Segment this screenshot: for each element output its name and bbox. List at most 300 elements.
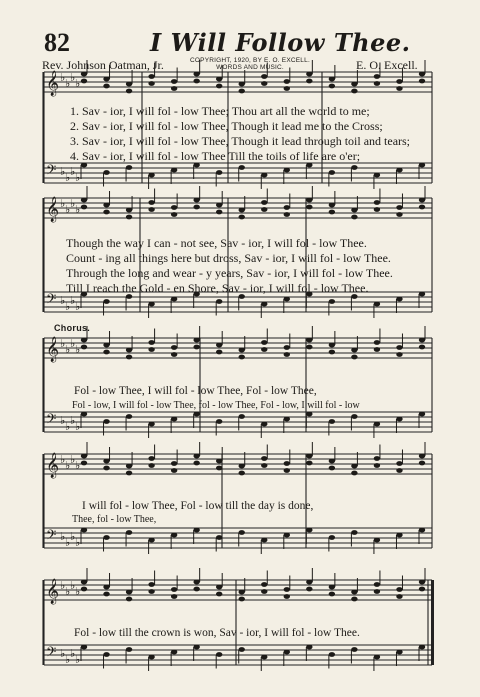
- note-head-treble-alto: [239, 89, 245, 94]
- note-head-treble-alto: [193, 205, 199, 210]
- note-head-treble: [103, 459, 109, 464]
- note-head-treble-alto: [419, 587, 425, 592]
- chorus-2-lower-lyrics: Thee, fol - low Thee,: [72, 514, 157, 525]
- note-head-treble-alto: [306, 587, 312, 592]
- note-head-bass: [261, 538, 267, 543]
- note-head-treble-alto: [306, 345, 312, 350]
- note-head-bass: [329, 419, 335, 424]
- chorus-label: Chorus.: [54, 323, 91, 333]
- flat-icon: ♭: [65, 300, 71, 313]
- note-head-treble-alto: [419, 461, 425, 466]
- note-head-treble-alto: [374, 347, 380, 352]
- flat-icon: ♭: [75, 171, 81, 184]
- flat-icon: ♭: [60, 530, 66, 543]
- note-head-treble-alto: [126, 471, 132, 476]
- note-head-treble: [419, 198, 425, 203]
- note-head-treble: [171, 345, 177, 350]
- note-head-bass: [306, 645, 312, 650]
- note-head-treble-alto: [329, 84, 335, 89]
- note-head-treble: [419, 580, 425, 585]
- note-head-treble: [284, 461, 290, 466]
- note-head-treble-alto: [351, 355, 357, 360]
- note-head-treble-alto: [216, 350, 222, 355]
- note-head-bass: [171, 417, 177, 422]
- note-head-treble: [351, 348, 357, 353]
- note-head-treble-alto: [193, 79, 199, 84]
- flat-icon: ♭: [60, 647, 66, 660]
- flat-icon: ♭: [70, 197, 76, 210]
- note-head-treble-alto: [261, 347, 267, 352]
- note-head-treble: [216, 203, 222, 208]
- note-head-bass: [81, 412, 87, 417]
- note-head-bass: [216, 535, 222, 540]
- treble-clef-icon: 𝄞: [46, 71, 60, 96]
- flat-icon: ♭: [65, 536, 71, 549]
- note-head-bass: [239, 530, 245, 535]
- note-head-bass: [329, 170, 335, 175]
- note-head-treble: [329, 585, 335, 590]
- note-head-bass: [148, 422, 154, 427]
- note-head-treble: [193, 338, 199, 343]
- note-head-treble-alto: [284, 594, 290, 599]
- note-head-treble-alto: [396, 212, 402, 217]
- hymn-title: I Will Follow Thee.: [150, 28, 411, 57]
- note-head-treble-alto: [239, 471, 245, 476]
- treble-clef-icon: 𝄞: [46, 579, 60, 604]
- note-head-treble: [351, 208, 357, 213]
- bass-clef-icon: 𝄢: [46, 644, 57, 663]
- note-head-bass: [351, 414, 357, 419]
- note-head-treble-alto: [81, 79, 87, 84]
- note-head-bass: [419, 292, 425, 297]
- note-head-treble: [103, 203, 109, 208]
- note-head-treble: [193, 580, 199, 585]
- note-head-bass: [103, 170, 109, 175]
- note-head-treble: [216, 459, 222, 464]
- note-head-bass: [171, 533, 177, 538]
- note-head-treble: [148, 200, 154, 205]
- chorus-3-upper-lyrics: Fol - low till the crown is won, Sav - ior, I will fol - low Thee.: [74, 627, 360, 639]
- note-head-treble-alto: [148, 589, 154, 594]
- flat-icon: ♭: [70, 165, 76, 178]
- note-head-bass: [284, 168, 290, 173]
- flat-icon: ♭: [70, 414, 76, 427]
- note-head-bass: [239, 414, 245, 419]
- note-head-treble: [148, 456, 154, 461]
- note-head-bass: [239, 647, 245, 652]
- note-head-treble: [81, 72, 87, 77]
- final-barline-thick: [431, 580, 434, 665]
- note-head-treble: [81, 454, 87, 459]
- note-head-treble: [329, 459, 335, 464]
- note-head-bass: [284, 417, 290, 422]
- note-head-treble: [306, 454, 312, 459]
- note-head-treble: [261, 200, 267, 205]
- note-head-treble-alto: [103, 592, 109, 597]
- note-head-bass: [374, 538, 380, 543]
- note-head-treble: [216, 585, 222, 590]
- treble-clef-icon: 𝄞: [46, 337, 60, 362]
- note-head-bass: [396, 297, 402, 302]
- note-head-treble-alto: [126, 215, 132, 220]
- staff-4-treble: [44, 454, 432, 474]
- flat-icon: ♭: [60, 337, 66, 350]
- note-head-treble: [239, 464, 245, 469]
- flat-icon: ♭: [75, 653, 81, 666]
- note-head-bass: [103, 419, 109, 424]
- note-head-bass: [261, 302, 267, 307]
- note-head-treble-alto: [396, 594, 402, 599]
- note-head-treble: [216, 77, 222, 82]
- verse-1-line-1: 1. Sav - ior, I will fol - low Thee; Thou art all the world to me;: [70, 104, 370, 118]
- note-head-treble-alto: [103, 210, 109, 215]
- note-head-bass: [171, 297, 177, 302]
- note-head-bass: [193, 645, 199, 650]
- note-head-treble-alto: [81, 587, 87, 592]
- note-head-bass: [216, 299, 222, 304]
- copyright-line-1: COPYRIGHT, 1920, BY E. O. EXCELL.: [190, 57, 310, 64]
- flat-icon: ♭: [75, 420, 81, 433]
- note-head-treble: [374, 74, 380, 79]
- note-head-treble-alto: [419, 345, 425, 350]
- flat-icon: ♭: [70, 579, 76, 592]
- note-head-treble: [103, 343, 109, 348]
- treble-clef-icon: 𝄞: [46, 453, 60, 478]
- bass-clef-icon: 𝄢: [46, 527, 57, 546]
- note-head-treble: [351, 464, 357, 469]
- note-head-treble: [81, 198, 87, 203]
- note-head-treble: [396, 205, 402, 210]
- note-head-treble-alto: [306, 79, 312, 84]
- note-head-bass: [329, 535, 335, 540]
- note-head-treble-alto: [261, 589, 267, 594]
- note-head-bass: [306, 528, 312, 533]
- note-head-treble-alto: [329, 350, 335, 355]
- note-head-treble: [306, 580, 312, 585]
- chorus-1-lower-lyrics: Fol - low, I will fol - low Thee, fol - low Thee, Fol - low, I will fol - low: [72, 400, 360, 411]
- note-head-treble-alto: [261, 463, 267, 468]
- note-head-treble-alto: [261, 207, 267, 212]
- verse-1-line-2: Though the way I can - not see, Sav - ior, I will fol - low Thee.: [66, 236, 367, 250]
- note-head-bass: [419, 528, 425, 533]
- note-head-treble: [329, 203, 335, 208]
- note-head-treble: [126, 590, 132, 595]
- note-head-treble-alto: [103, 84, 109, 89]
- bass-clef-icon: 𝄢: [46, 291, 57, 310]
- note-head-treble-alto: [239, 355, 245, 360]
- chorus-1-upper-lyrics: Fol - low Thee, I will fol - low Thee, Fol - low Thee,: [74, 385, 317, 397]
- note-head-treble-alto: [284, 468, 290, 473]
- note-head-treble: [81, 580, 87, 585]
- note-head-treble-alto: [374, 81, 380, 86]
- verse-2-line-2: Count - ing all things here but dross, Sav - ior, I will fol - low Thee.: [66, 251, 391, 265]
- note-head-bass: [306, 412, 312, 417]
- note-head-treble-alto: [126, 355, 132, 360]
- note-head-treble: [239, 348, 245, 353]
- note-head-treble-alto: [351, 471, 357, 476]
- note-head-treble-alto: [396, 468, 402, 473]
- note-head-treble-alto: [239, 215, 245, 220]
- treble-clef-icon: 𝄞: [46, 197, 60, 222]
- note-head-bass: [396, 650, 402, 655]
- note-head-bass: [216, 652, 222, 657]
- note-head-treble-alto: [216, 84, 222, 89]
- note-head-bass: [81, 528, 87, 533]
- note-head-treble-alto: [148, 347, 154, 352]
- note-head-bass: [374, 655, 380, 660]
- note-head-treble: [306, 338, 312, 343]
- note-head-bass: [419, 163, 425, 168]
- note-head-bass: [284, 297, 290, 302]
- note-head-treble: [239, 590, 245, 595]
- flat-icon: ♭: [65, 343, 71, 356]
- note-head-treble-alto: [374, 463, 380, 468]
- note-head-treble-alto: [103, 466, 109, 471]
- note-head-treble-alto: [148, 81, 154, 86]
- note-head-treble-alto: [374, 589, 380, 594]
- note-head-treble: [171, 587, 177, 592]
- flat-icon: ♭: [65, 459, 71, 472]
- note-head-bass: [103, 535, 109, 540]
- note-head-bass: [148, 655, 154, 660]
- note-head-bass: [374, 173, 380, 178]
- note-head-treble: [216, 343, 222, 348]
- note-head-treble-alto: [284, 212, 290, 217]
- copyright-line-2: WORDS AND MUSIC.: [216, 64, 284, 71]
- note-head-bass: [193, 412, 199, 417]
- note-head-treble: [171, 461, 177, 466]
- note-head-treble: [239, 82, 245, 87]
- note-head-treble-alto: [374, 207, 380, 212]
- staff-2-treble: [44, 198, 432, 218]
- note-head-treble: [329, 77, 335, 82]
- note-head-bass: [126, 530, 132, 535]
- note-head-bass: [239, 165, 245, 170]
- note-head-treble: [284, 587, 290, 592]
- note-head-treble-alto: [171, 86, 177, 91]
- note-head-treble: [374, 582, 380, 587]
- note-head-treble: [148, 582, 154, 587]
- flat-icon: ♭: [65, 420, 71, 433]
- note-head-bass: [351, 647, 357, 652]
- note-head-bass: [284, 650, 290, 655]
- note-head-treble-alto: [419, 79, 425, 84]
- note-head-treble: [126, 208, 132, 213]
- note-head-treble: [261, 74, 267, 79]
- note-head-treble-alto: [239, 597, 245, 602]
- note-head-treble: [193, 454, 199, 459]
- note-head-treble: [374, 200, 380, 205]
- note-head-treble: [103, 585, 109, 590]
- note-head-bass: [171, 168, 177, 173]
- chorus-2-upper-lyrics: I will fol - low Thee, Fol - low till the day is done,: [82, 500, 314, 512]
- note-head-bass: [148, 173, 154, 178]
- flat-icon: ♭: [60, 71, 66, 84]
- note-head-bass: [261, 173, 267, 178]
- note-head-treble: [126, 464, 132, 469]
- flat-icon: ♭: [70, 294, 76, 307]
- verse-4-line-2: Till I reach the Gold - en Shore, Sav - ior, I will fol - low Thee.: [66, 281, 369, 295]
- note-head-treble: [396, 587, 402, 592]
- flat-icon: ♭: [75, 536, 81, 549]
- note-head-treble-alto: [216, 210, 222, 215]
- note-head-treble: [148, 340, 154, 345]
- note-head-bass: [216, 170, 222, 175]
- flat-icon: ♭: [60, 453, 66, 466]
- note-head-treble-alto: [216, 592, 222, 597]
- note-head-bass: [329, 299, 335, 304]
- note-head-treble-alto: [81, 345, 87, 350]
- note-head-treble-alto: [126, 89, 132, 94]
- note-head-treble-alto: [306, 461, 312, 466]
- note-head-treble-alto: [193, 461, 199, 466]
- note-head-treble: [351, 590, 357, 595]
- note-head-treble-alto: [284, 86, 290, 91]
- flat-icon: ♭: [60, 294, 66, 307]
- note-head-bass: [193, 528, 199, 533]
- note-head-treble: [396, 461, 402, 466]
- note-head-treble: [284, 79, 290, 84]
- note-head-treble: [126, 348, 132, 353]
- flat-icon: ♭: [70, 453, 76, 466]
- note-head-treble-alto: [216, 466, 222, 471]
- note-head-bass: [148, 302, 154, 307]
- note-head-bass: [148, 538, 154, 543]
- note-head-treble-alto: [81, 461, 87, 466]
- note-head-treble-alto: [329, 466, 335, 471]
- note-head-bass: [396, 533, 402, 538]
- composer: E. O. Excell.: [356, 58, 418, 72]
- note-head-treble: [374, 456, 380, 461]
- flat-icon: ♭: [65, 171, 71, 184]
- note-head-treble-alto: [351, 597, 357, 602]
- note-head-treble: [171, 79, 177, 84]
- note-head-treble-alto: [419, 205, 425, 210]
- note-head-treble: [239, 208, 245, 213]
- staff-1-treble: [44, 72, 432, 92]
- note-head-bass: [261, 655, 267, 660]
- flat-icon: ♭: [60, 165, 66, 178]
- note-head-treble-alto: [329, 210, 335, 215]
- note-head-treble-alto: [261, 81, 267, 86]
- note-head-treble: [193, 198, 199, 203]
- note-head-treble-alto: [126, 597, 132, 602]
- note-head-treble: [306, 72, 312, 77]
- verse-3-line-1: 3. Sav - ior, I will fol - low Thee, Though it lead through toil and tears;: [70, 134, 411, 148]
- note-head-treble-alto: [329, 592, 335, 597]
- flat-icon: ♭: [60, 414, 66, 427]
- flat-icon: ♭: [65, 203, 71, 216]
- note-head-bass: [216, 419, 222, 424]
- hymn-number: 82: [44, 28, 70, 57]
- note-head-bass: [329, 652, 335, 657]
- note-head-treble: [171, 205, 177, 210]
- note-head-treble: [374, 340, 380, 345]
- flat-icon: ♭: [65, 77, 71, 90]
- note-head-treble: [419, 72, 425, 77]
- note-head-treble: [126, 82, 132, 87]
- bass-clef-icon: 𝄢: [46, 411, 57, 430]
- note-head-treble: [261, 582, 267, 587]
- flat-icon: ♭: [65, 585, 71, 598]
- note-head-treble-alto: [103, 350, 109, 355]
- note-head-bass: [419, 412, 425, 417]
- flat-icon: ♭: [65, 653, 71, 666]
- note-head-treble: [81, 338, 87, 343]
- flat-icon: ♭: [60, 579, 66, 592]
- note-head-bass: [171, 650, 177, 655]
- note-head-treble: [419, 338, 425, 343]
- lyricist: Rev. Johnson Oatman, Jr.: [42, 58, 164, 72]
- flat-icon: ♭: [75, 300, 81, 313]
- note-head-treble: [396, 79, 402, 84]
- note-head-treble-alto: [306, 205, 312, 210]
- note-head-bass: [81, 645, 87, 650]
- note-head-treble: [261, 340, 267, 345]
- note-head-treble-alto: [396, 86, 402, 91]
- flat-icon: ♭: [75, 459, 81, 472]
- note-head-treble: [306, 198, 312, 203]
- note-head-treble: [193, 72, 199, 77]
- staff-3-treble: [44, 338, 432, 358]
- note-head-bass: [396, 168, 402, 173]
- note-head-bass: [284, 533, 290, 538]
- note-head-bass: [351, 530, 357, 535]
- note-head-treble: [351, 82, 357, 87]
- note-head-bass: [396, 417, 402, 422]
- note-head-treble: [261, 456, 267, 461]
- note-head-treble-alto: [171, 352, 177, 357]
- flat-icon: ♭: [75, 203, 81, 216]
- note-head-treble-alto: [171, 212, 177, 217]
- flat-icon: ♭: [70, 337, 76, 350]
- verse-2-line-1: 2. Sav - ior, I will fol - low Thee, Though it lead me to the Cross;: [70, 119, 383, 133]
- note-head-treble-alto: [193, 345, 199, 350]
- flat-icon: ♭: [75, 585, 81, 598]
- flat-icon: ♭: [70, 530, 76, 543]
- flat-icon: ♭: [70, 647, 76, 660]
- note-head-treble-alto: [284, 352, 290, 357]
- note-head-bass: [126, 647, 132, 652]
- note-head-bass: [351, 165, 357, 170]
- note-head-bass: [419, 645, 425, 650]
- note-head-treble-alto: [148, 463, 154, 468]
- note-head-treble: [329, 343, 335, 348]
- note-head-bass: [374, 302, 380, 307]
- note-head-treble-alto: [351, 89, 357, 94]
- note-head-treble-alto: [396, 352, 402, 357]
- note-head-treble-alto: [171, 468, 177, 473]
- note-head-treble-alto: [193, 587, 199, 592]
- note-head-bass: [103, 299, 109, 304]
- bass-clef-icon: 𝄢: [46, 162, 57, 181]
- verse-3-line-2: Through the long and wear - y years, Sav - ior, I will fol - low Thee.: [66, 266, 393, 280]
- flat-icon: ♭: [60, 197, 66, 210]
- note-head-bass: [126, 414, 132, 419]
- note-head-bass: [374, 422, 380, 427]
- note-head-treble: [284, 345, 290, 350]
- note-head-bass: [103, 652, 109, 657]
- note-head-treble-alto: [148, 207, 154, 212]
- note-head-treble-alto: [351, 215, 357, 220]
- flat-icon: ♭: [75, 343, 81, 356]
- note-head-bass: [126, 165, 132, 170]
- note-head-treble-alto: [171, 594, 177, 599]
- note-head-treble: [148, 74, 154, 79]
- flat-icon: ♭: [70, 71, 76, 84]
- note-head-treble: [103, 77, 109, 82]
- note-head-treble: [396, 345, 402, 350]
